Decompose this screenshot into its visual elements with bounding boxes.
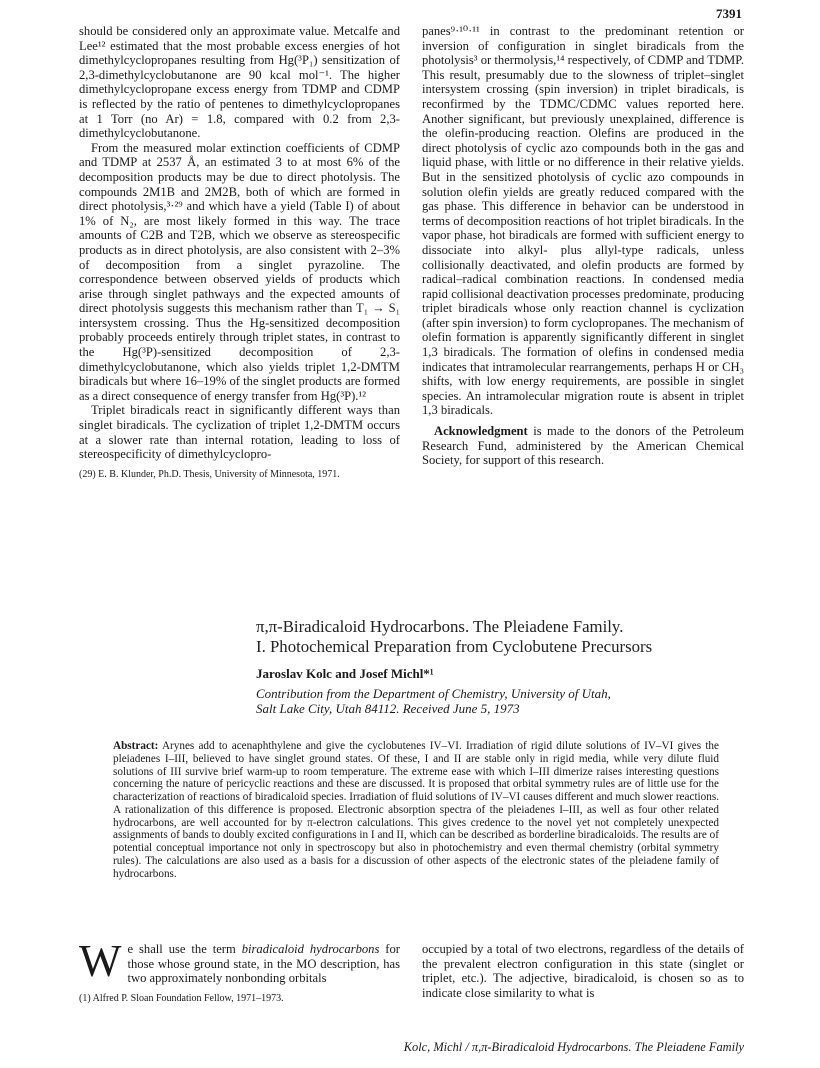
body-intro-rest: for those whose ground state, in the MO description, has two approximately nonbonding orbitals	[127, 942, 400, 986]
running-footer: Kolc, Michl / π,π-Biradicaloid Hydrocarbons. The Pleiadene Family	[403, 1040, 744, 1054]
body-right-column	[422, 942, 744, 1000]
acknowledgment	[422, 424, 744, 468]
acknowledgment-label: Acknowledgment	[434, 424, 528, 439]
body-intro-start: e shall use the term	[127, 942, 242, 956]
left-paragraph-2: From the measured molar extinction coefficients of CDMP and TDMP at 2537 Å, an estimated 3 to at most 6% of the decomposition products may be due to direct photolysis. The compounds 2M1B and 2M2B, both of which are formed in direct photolysis,³·²⁹ and which have a yield (Table I) of about 1% of N₂, are most likely formed in this way. The trace amounts of C2B and T2B, which we observe as stereospecific products as in direct photolysis, are also consistent with 2–3% of decomposition from a singlet pyrazoline. The correspondence between observed yields of products which arise through singlet pathways and the expected amounts of direct photolysis suggests this mechanism rather than T₁ → S₁ intersystem crossing. Thus the Hg-sensitized decomposition probably proceeds entirely through triplet states, in contrast to the Hg(³P)-sensitized decomposition of 2,3-dimethylcyclobutanone, which also yields triplet 1,2-DMTM biradicals but where 16–19% of the singlet products are formed as a direct consequence of energy transfer from Hg(³P).¹²	[79, 140, 400, 403]
title-line-2: I. Photochemical Preparation from Cyclobutene Precursors	[256, 637, 653, 656]
affiliation-line-1: Contribution from the Department of Chemistry, University of Utah,	[256, 686, 611, 701]
abstract	[113, 740, 719, 880]
left-paragraph-1: should be considered only an approximate value. Metcalfe and Lee¹² estimated that the most probable excess energies of hot dimethylcyclopropanes resulting from Hg(³P₁) sensitization of 2,3-dimethylcyclobutanone are 90 kcal mol⁻¹. The higher dimethylcyclopropane excess energy from TDMP and CDMP is reflected by the ratio of pentenes to dimethylcyclopropanes at 1 Torr (no Ar) = 1.8, compared with 0.2 from 2,3-dimethylcyclobutanone.	[79, 24, 400, 141]
left-column	[79, 24, 400, 481]
footnote-1: (1) Alfred P. Sloan Foundation Fellow, 1971–1973.	[79, 992, 284, 1004]
body-term: biradicaloid hydrocarbons	[241, 942, 380, 956]
footnote-29: (29) E. B. Klunder, Ph.D. Thesis, University of Minnesota, 1971.	[79, 468, 340, 480]
affiliation-line-2: Salt Lake City, Utah 84112. Received June 5, 1973	[256, 701, 520, 716]
body-left-column	[79, 936, 400, 1005]
affiliation	[256, 686, 611, 716]
title-line-1: π,π-Biradicaloid Hydrocarbons. The Pleiadene Family.	[256, 617, 624, 636]
right-paragraph-1: panes⁹·¹⁰·¹¹ in contrast to the predominant retention or inversion of configuration in singlet biradicals from the photolysis³ or thermolysis,¹⁴ respectively, of CDMP and TDMP. This result, presumably due to the slowness of triplet–singlet intersystem crossing (spin inversion) in triplet biradicals, is reconfirmed by the TDMC/CDMC values reported here. Another significant, but previously unexplained, difference is the olefin-producing reaction. Olefins are produced in the direct photolysis of cyclic azo compounds both in the gas and liquid phase, with little or no difference in their relative yields. But in the sensitized photolysis of cyclic azo compounds in solution olefin yields are greatly reduced compared with the gas phase. This difference in behavior can be understood in terms of decomposition reactions of hot triplet biradicals. In the vapor phase, hot biradicals are formed with sufficient energy to dissociate into alkyl- plus allyl-type radicals, unless collisionally deactivated, and olefin products are formed by radical–radical combination reactions. In condensed media rapid collisional deactivation processes predominate, producing triplet biradicals whose only reaction channel is cyclization (after spin inversion) to form cyclopropanes. The mechanism of olefin formation is apparently significantly different in singlet 1,3 biradicals. The formation of olefins in condensed media indicates that intramolecular rearrangements, perhaps H or CH₃ shifts, with low energy requirements, are possible in singlet species. An intramolecular migration route is absent in triplet 1,3 biradicals.	[422, 24, 744, 418]
body-right-paragraph: occupied by a total of two electrons, regardless of the details of the prevalent electron configuration in this state (singlet or triplet, etc.). The adjective, biradicaloid, is chosen so as to indicate close similarity to what is	[422, 942, 744, 1000]
acknowledgment-text: is made to the donors of the Petroleum Research Fund, administered by the American Chemical Society, for support of this research.	[422, 424, 744, 468]
right-column	[422, 24, 744, 468]
abstract-text: Arynes add to acenaphthylene and give the cyclobutenes IV–VI. Irradiation of rigid dilute solutions of IV–VI gives the pleiadenes I–III, believed to have singlet ground states. Of these, I and II are stable only in rigid media, while very dilute fluid solutions of III survive brief warm-up to room temperature. The extreme ease with which I–III dimerize raises interesting questions concerning the nature of pericyclic reactions and these are discussed. It is proposed that orbital symmetry rules are of little use for the characterization of reactions of biradicaloid species. Irradiation of fluid solutions of IV–VI causes different and much slower reactions. A rationalization of this difference is proposed. Electronic absorption spectra of the pleiadenes I–III, as well as four other related hydrocarbons, are well accounted for by π-electron calculations. This gives credence to the novel yet not completely unexpected assignments of bands to doubly excited configurations in I and II, which can be described as borderline biradicaloids. The results are of potential conceptual importance not only in spectroscopy but also in photochemistry and even thermal chemistry (orbital symmetry rules). The calculations are also used as a basis for a discussion of other aspects of the electronic states of the pleiadene family of hydrocarbons.	[113, 740, 719, 880]
body-intro-paragraph	[79, 936, 400, 986]
drop-cap: W	[79, 936, 122, 986]
article-title	[256, 617, 776, 657]
authors: Jaroslav Kolc and Josef Michl*¹	[256, 666, 434, 681]
left-paragraph-3: Triplet biradicals react in significantly different ways than singlet biradicals. The cyclization of triplet 1,2-DMTM occurs at a slower rate than internal rotation, leading to loss of stereospecificity of dimethylcyclopro-	[79, 403, 400, 462]
page-number: 7391	[716, 6, 742, 21]
abstract-label: Abstract:	[113, 740, 159, 752]
